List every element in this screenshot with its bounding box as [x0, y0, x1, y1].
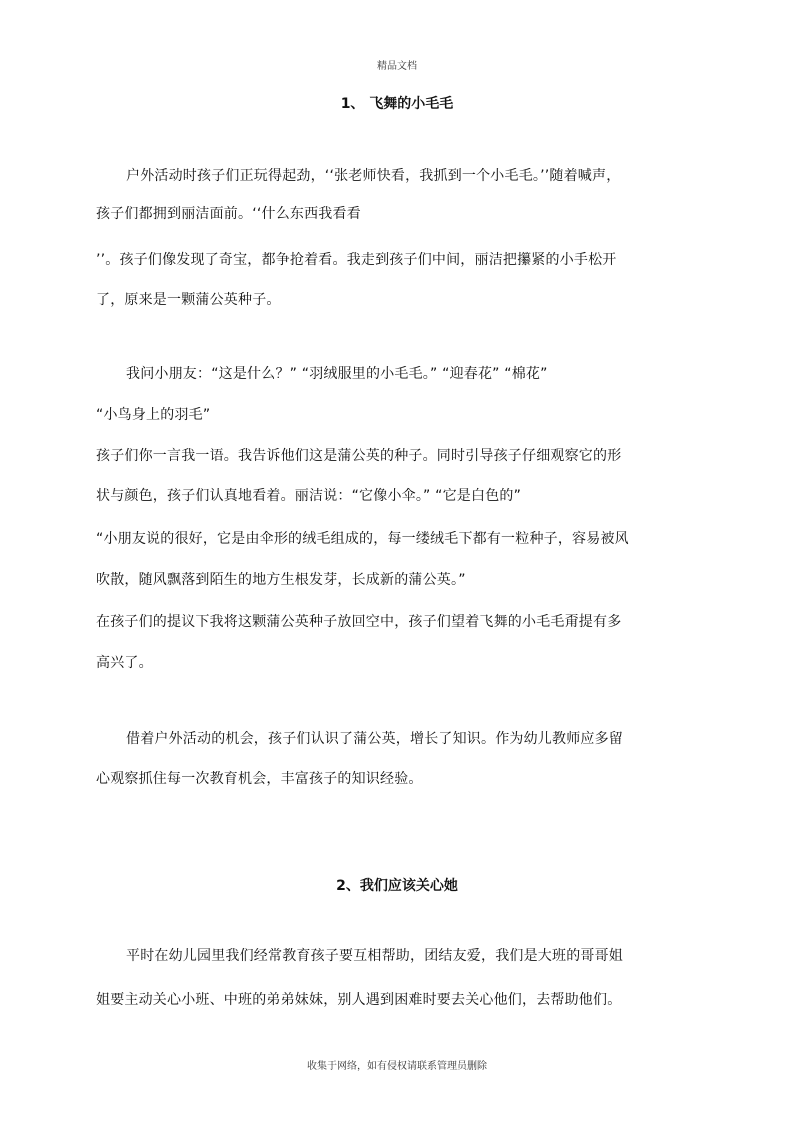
- paragraph-line: 心观察抓住每一次教育机会，丰富孩子的知识经验。: [96, 771, 423, 787]
- section-1-title: 1、 飞舞的小毛毛: [340, 96, 454, 112]
- paragraph-line: “小朋友说的很好，它是由伞形的绒毛组成的，每一缕绒毛下都有一粒种子，容易被风: [96, 531, 629, 547]
- paragraph-line: 状与颜色，孩子们认真地看着。丽洁说：“它像小伞。” “它是白色的”: [96, 488, 522, 504]
- paragraph-line: 孩子们都拥到丽洁面前。‘‘什么东西我看看: [96, 206, 361, 222]
- paragraph-line: ’’。孩子们像发现了奇宝，都争抢着看。我走到孩子们中间，丽洁把攥紧的小手松开: [96, 252, 617, 268]
- paragraph-line: 了，原来是一颗蒲公英种子。: [96, 292, 281, 308]
- section-2-title: 2、我们应该关心她: [336, 878, 458, 894]
- paragraph-line: 我问小朋友：“这是什么？” “羽绒服里的小毛毛。” “迎春花” “棉花”: [126, 366, 548, 382]
- paragraph-line: 借着户外活动的机会，孩子们认识了蒲公英，增长了知识。作为幼儿教师应多留: [126, 731, 623, 747]
- paragraph-line: “小鸟身上的羽毛”: [96, 407, 211, 423]
- paragraph-line: 姐要主动关心小班、中班的弟弟妹妹，别人遇到困难时要去关心他们，去帮助他们。: [96, 992, 622, 1008]
- page-header: 精品文档: [377, 61, 417, 72]
- paragraph-line: 高兴了。: [96, 655, 153, 671]
- paragraph-line: 吹散，随风飘落到陌生的地方生根发芽，长成新的蒲公英。”: [96, 572, 466, 588]
- paragraph-line: 孩子们你一言我一语。我告诉他们这是蒲公英的种子。同时引导孩子仔细观察它的形: [96, 448, 622, 464]
- paragraph-line: 平时在幼儿园里我们经常教育孩子要互相帮助，团结友爱，我们是大班的哥哥姐: [126, 948, 623, 964]
- paragraph-line: 在孩子们的提议下我将这颗蒲公英种子放回空中，孩子们望着飞舞的小毛毛甭提有多: [96, 614, 622, 630]
- paragraph-line: 户外活动时孩子们正玩得起劲，‘‘张老师快看，我抓到一个小毛毛。’’随着喊声，: [126, 168, 621, 184]
- page-footer: 收集于网络，如有侵权请联系管理员删除: [307, 1061, 487, 1072]
